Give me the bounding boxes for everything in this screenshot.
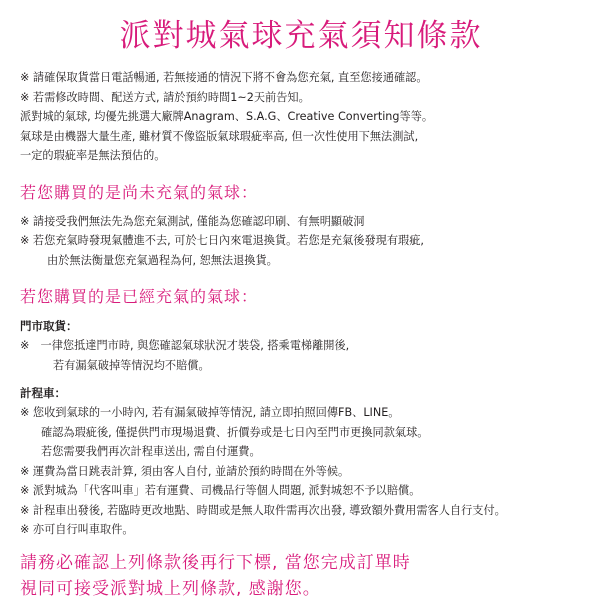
term-line: ※ 一律您抵達門市時, 與您確認氣球狀況才裝袋, 搭乘電梯離開後, (20, 339, 350, 352)
page-title: 派對城氣球充氣須知條款 (119, 18, 483, 54)
taxi-terms (20, 383, 582, 540)
store-pickup-label: 門市取貨： (20, 319, 78, 333)
term-line: 確認為瑕疵後, 僅提供門市現場退費、折價券或是七日內至門市更換同款氣球。 (41, 425, 429, 439)
term-line: ※ 請接受我們無法先為您充氣測試, 僅能為您確認印刷、有無明顯破洞 (20, 214, 365, 228)
term-line: ※ 亦可自行叫車取件。 (20, 523, 134, 536)
closing-statement (20, 550, 582, 602)
store-pickup-terms (20, 316, 582, 375)
intro-line: 氣球是由機器大量生產, 雖材質不像盜版氣球瑕疵率高, 但一次性使用下無法測試, (20, 129, 419, 143)
term-line: 若有漏氣破掉等情況均不賠償。 (53, 358, 210, 372)
term-line: ※ 運費為當日跳表計算, 須由客人自付, 並請於預約時間在外等候。 (20, 464, 350, 478)
closing-line: 視同可接受派對城上列條款, 感謝您。 (20, 578, 321, 599)
taxi-label: 計程車： (20, 386, 66, 400)
term-line: ※ 您收到氣球的一小時內, 若有漏氣破掉等情況, 請立即拍照回傳FB、LINE。 (20, 406, 400, 419)
intro-line: ※ 若需修改時間、配送方式, 請於預約時間1~2天前告知。 (20, 90, 310, 104)
intro-line: ※ 請確保取貨當日電話暢通, 若無接通的情況下將不會為您充氣, 直至您接通確認。 (20, 71, 428, 84)
intro-line: 派對城的氣球, 均優先挑選大廠牌Anagram、S.A.G、Creative Converting等等。 (20, 110, 434, 123)
term-line: ※ 派對城為「代客叫車」若有運費、司機品行等個人問題, 派對城恕不予以賠償。 (20, 484, 421, 497)
section-heading-uninflated: 若您購買的是尚未充氣的氣球： (20, 182, 259, 202)
term-line: ※ 計程車出發後, 若臨時更改地點、時間或是無人取件需再次出發, 導致額外費用需客人自行支付。 (20, 503, 506, 517)
term-line: 由於無法衡量您充氣過程為何, 恕無法退換貨。 (47, 253, 278, 267)
term-line: 若您需要我們再次計程車送出, 需自付運費。 (41, 445, 261, 458)
term-line: ※ 若您充氣時發現氣體進不去, 可於七日內來電退換貨。若您是充氣後發現有瑕疵, (20, 234, 424, 247)
uninflated-terms (20, 212, 582, 271)
intro-line: 一定的瑕疵率是無法預估的。 (20, 149, 166, 162)
intro-notes (20, 68, 582, 166)
section-heading-inflated: 若您購買的是已經充氣的氣球： (20, 287, 259, 306)
closing-line: 請務必確認上列條款後再行下標, 當您完成訂單時 (20, 552, 411, 573)
